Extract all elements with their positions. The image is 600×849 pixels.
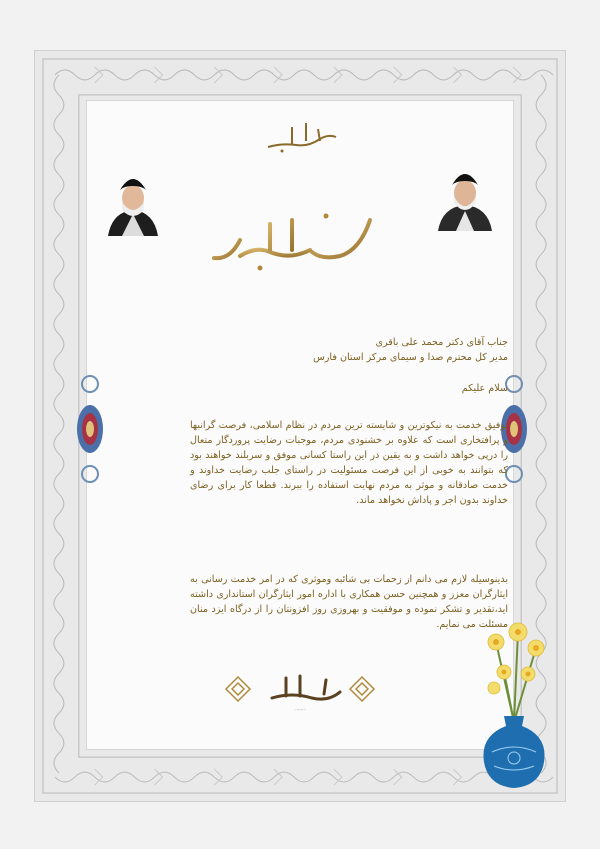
addressee-block: [190, 335, 508, 365]
title-calligraphy: [200, 200, 400, 280]
organization-logo: [216, 664, 384, 714]
ornament-medallion-left: [74, 374, 106, 484]
addressee-title: مدیر کل محترم صدا و سیمای مرکز استان فارس: [313, 352, 508, 363]
portrait-left: [104, 170, 162, 236]
portrait-right: [436, 165, 494, 231]
daffodil-vase: [474, 612, 554, 792]
greeting: سلام علیکم: [461, 383, 508, 394]
logo-text: هیئت فرهنگی شهدای خرمن: [294, 710, 306, 711]
body-paragraph-1: توفیق خدمت به نیکوترین و شایسته ترین مردم در نظام اسلامی، فرصت گرانبها و پرافتخاری است که علاوه بر خشنودی مردم، موجبات رضایت پروردگار متعال را درپی خواهد داشت و به یقین در این راستا کسانی موفق و سربلند خواهند بود که بتوانند به خوبی از این فرصت مسئولیت در راستای جلب رضایت خداوند و خدمت صادقانه و موثر به مردم نهایت استفاده را ببرند. قطعا کار برای رضای خداوند بدون اجر و پاداش نخواهد ماند.: [190, 420, 508, 506]
addressee-name: جناب آقای دکتر محمد علی باقری: [375, 337, 508, 348]
calligraphy-bitaala: [262, 117, 342, 157]
body-paragraph-2: بدینوسیله لازم می دانم از زحمات بی شائبه وموثری که در امر خدمت رسانی به ایثارگران معزز و همچنین حسن همکاری با اداره امور ایثارگران استانداری داشته اید،تقدیر و تشکر نموده و موفقیت و بهروزی روز افزونتان را از درگاه ایزد منان مسئلت می نمایم.: [190, 574, 508, 630]
